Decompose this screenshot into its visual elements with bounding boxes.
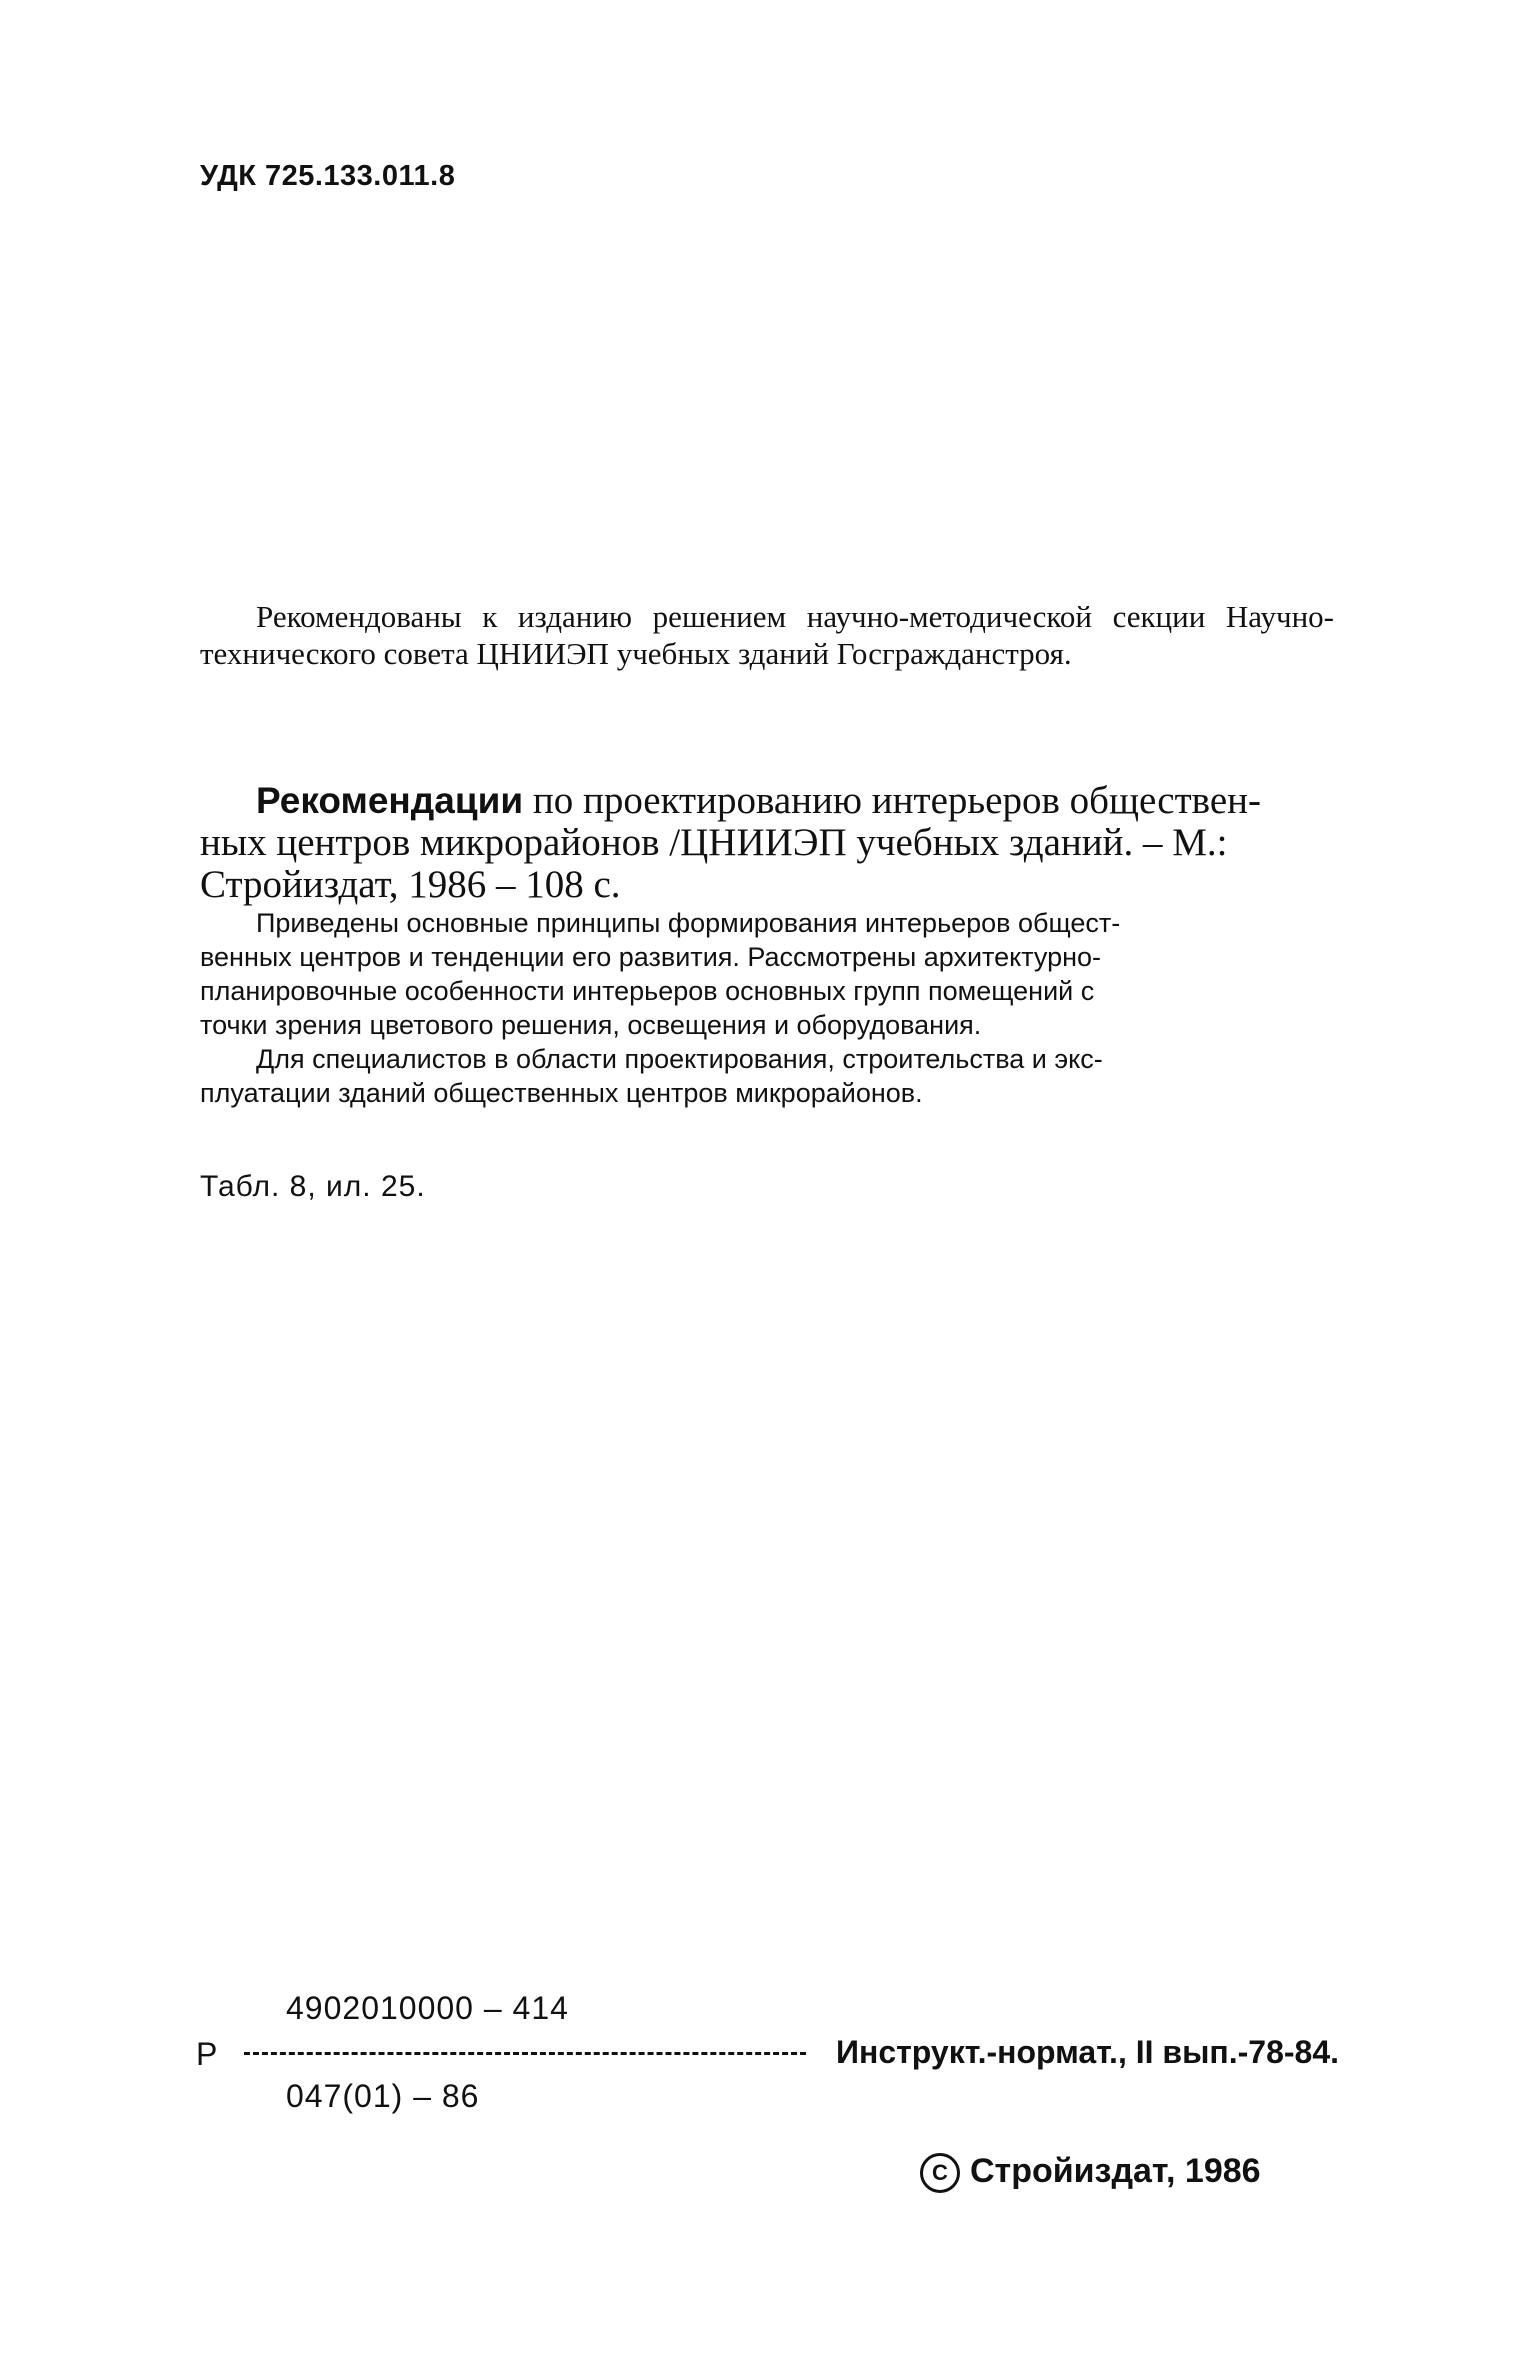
citation-title-rest: по проектированию интерьеров обществен-	[523, 779, 1262, 822]
citation-line-3: Стройиздат, 1986 – 108 с.	[200, 863, 621, 906]
audience-line: плуатации зданий общественных центров микрорайонов.	[200, 1078, 923, 1108]
index-letter: Р	[196, 2036, 218, 2072]
copyright-text: Стройиздат, 1986	[970, 2152, 1261, 2190]
index-numerator: 4902010000 – 414	[286, 1990, 569, 2026]
copyright-icon: C	[920, 2153, 960, 2193]
udk-code: УДК 725.133.011.8	[200, 160, 456, 192]
abstract-line: венных центров и тенденции его развития. Рассмотрены архитектурно-	[200, 942, 1102, 972]
bibliographic-citation	[200, 780, 1334, 906]
abstract	[200, 906, 1334, 1110]
audience-line: Для специалистов в области проектирования, строительства и экс-	[256, 1044, 1103, 1074]
recommendation-note	[200, 598, 1334, 672]
recommendation-text: Рекомендованы к изданию решением научно-методической секции Научно-технического совета ЦНИИЭП учебных зданий Госгражданстроя.	[200, 599, 1334, 671]
publication-index-code	[196, 1990, 1339, 2130]
citation-title: Рекомендации	[256, 780, 524, 821]
index-category: Инструкт.-нормат., II вып.-78-84.	[836, 2034, 1339, 2070]
abstract-line: Приведены основные принципы формирования интерьеров общест-	[256, 908, 1121, 938]
abstract-line: планировочные особенности интерьеров основных групп помещений с	[200, 976, 1095, 1006]
citation-line-2: ных центров микрорайонов /ЦНИИЭП учебных зданий. – М.:	[200, 821, 1228, 864]
abstract-line: точки зрения цветового решения, освещения и оборудования.	[200, 1010, 982, 1040]
tables-illustrations-note: Табл. 8, ил. 25.	[200, 1170, 426, 1203]
index-fraction-line	[244, 2052, 806, 2055]
copyright	[920, 2152, 1261, 2193]
index-denominator: 047(01) – 86	[286, 2078, 480, 2114]
citation-line-1	[200, 780, 1334, 822]
